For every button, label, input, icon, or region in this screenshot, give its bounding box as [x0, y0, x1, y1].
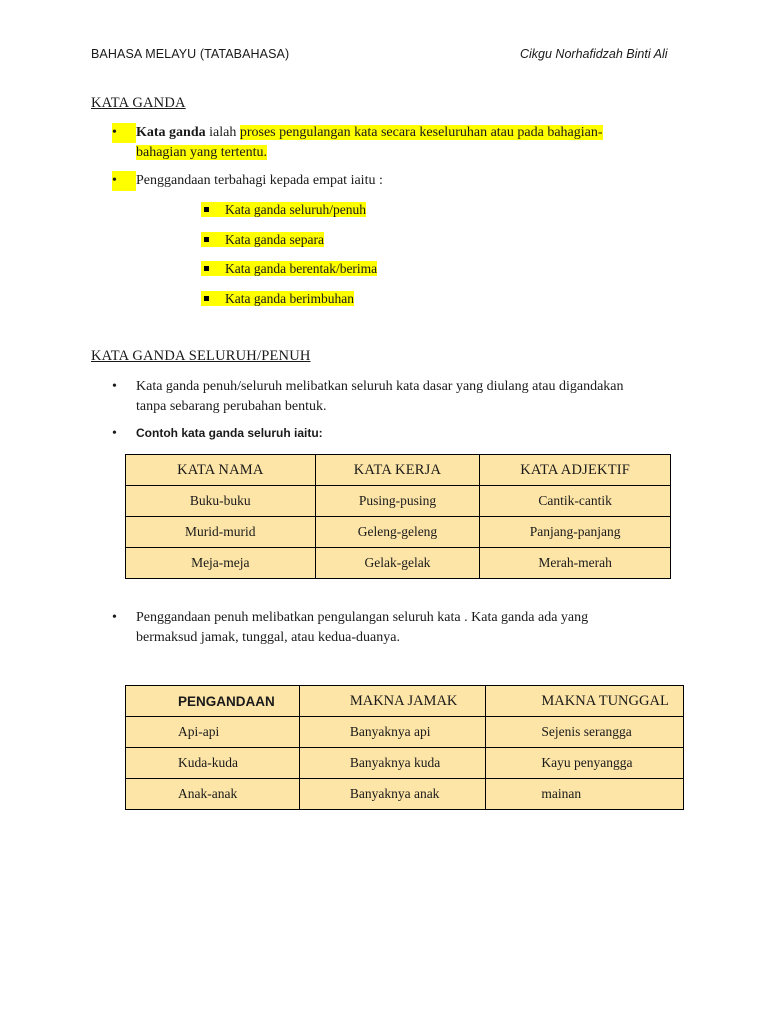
contoh-label: Contoh kata ganda seluruh iaitu:	[136, 426, 323, 440]
example-table	[125, 454, 671, 579]
table-cell: Api-api	[126, 717, 300, 748]
table-cell: Panjang-panjang	[480, 517, 671, 548]
bullet-icon: •	[112, 123, 136, 143]
definition-text	[136, 123, 656, 162]
division-text: Penggandaan terbahagi kepada empat iaitu :	[136, 173, 383, 188]
term-bold: Kata ganda	[136, 125, 206, 140]
square-bullet-icon	[201, 200, 225, 219]
table-header-cell: KATA ADJEKTIF	[480, 455, 671, 486]
bullet-icon: •	[112, 610, 117, 625]
section-title-seluruh: KATA GANDA SELURUH/PENUH	[91, 348, 311, 364]
table-cell: Banyaknya api	[299, 717, 486, 748]
type-label: Kata ganda separa	[225, 232, 324, 247]
type-item	[201, 289, 354, 308]
table-cell: mainan	[486, 779, 684, 810]
definition-connector: ialah	[205, 125, 240, 140]
seluruh-definition-text	[136, 377, 656, 416]
meaning-table	[125, 685, 684, 810]
text-line: bermaksud jamak, tunggal, atau kedua-duanya.	[136, 629, 400, 645]
square-bullet-icon	[201, 289, 225, 308]
square-bullet-icon	[201, 230, 225, 249]
table-cell: Banyaknya anak	[299, 779, 486, 810]
table-row	[126, 748, 684, 779]
table-cell: Kuda-kuda	[126, 748, 300, 779]
penggandaan-text	[136, 608, 656, 647]
table-cell: Anak-anak	[126, 779, 300, 810]
table-header-cell: KATA KERJA	[315, 455, 480, 486]
type-label: Kata ganda seluruh/penuh	[225, 202, 366, 217]
definition-highlight-2: bahagian yang tertentu.	[136, 144, 268, 160]
table-header-cell: MAKNA TUNGGAL	[486, 686, 684, 717]
table-header-row	[126, 686, 684, 717]
bullet-icon: •	[112, 171, 136, 191]
text-line: Penggandaan penuh melibatkan pengulangan seluruh kata . Kata ganda ada yang	[136, 610, 589, 625]
text-line: tanpa sebarang perubahan bentuk.	[136, 398, 327, 414]
table-cell: Gelak-gelak	[315, 548, 480, 579]
type-label: Kata ganda berimbuhan	[225, 291, 354, 306]
square-bullet-icon	[201, 259, 225, 278]
table-row	[126, 548, 671, 579]
type-item	[201, 230, 324, 249]
type-label: Kata ganda berentak/berima	[225, 261, 378, 276]
table-row	[126, 779, 684, 810]
table-row	[126, 486, 671, 517]
header-author: Cikgu Norhafidzah Binti Ali	[520, 47, 668, 61]
table-cell: Murid-murid	[126, 517, 316, 548]
table-row	[126, 717, 684, 748]
table-header-cell: PENGANDAAN	[126, 686, 300, 717]
text-line: Kata ganda penuh/seluruh melibatkan seluruh kata dasar yang diulang atau digandakan	[136, 379, 624, 394]
table-cell: Merah-merah	[480, 548, 671, 579]
type-item	[201, 259, 377, 278]
definition-highlight-1: proses pengulangan kata secara keseluruhan atau pada bahagian-	[239, 125, 603, 140]
header-subject: BAHASA MELAYU (TATABAHASA)	[91, 47, 290, 61]
section-title-kata-ganda: KATA GANDA	[91, 95, 186, 111]
bullet-icon: •	[112, 426, 117, 441]
table-cell: Sejenis serangga	[486, 717, 684, 748]
table-cell: Geleng-geleng	[315, 517, 480, 548]
table-row	[126, 517, 671, 548]
table-header-cell: KATA NAMA	[126, 455, 316, 486]
table-header-cell: MAKNA JAMAK	[299, 686, 486, 717]
table-cell: Buku-buku	[126, 486, 316, 517]
bullet-icon: •	[112, 379, 117, 394]
table-cell: Pusing-pusing	[315, 486, 480, 517]
table-cell: Kayu penyangga	[486, 748, 684, 779]
table-cell: Meja-meja	[126, 548, 316, 579]
table-cell: Cantik-cantik	[480, 486, 671, 517]
type-item	[201, 200, 366, 219]
table-cell: Banyaknya kuda	[299, 748, 486, 779]
table-header-row	[126, 455, 671, 486]
